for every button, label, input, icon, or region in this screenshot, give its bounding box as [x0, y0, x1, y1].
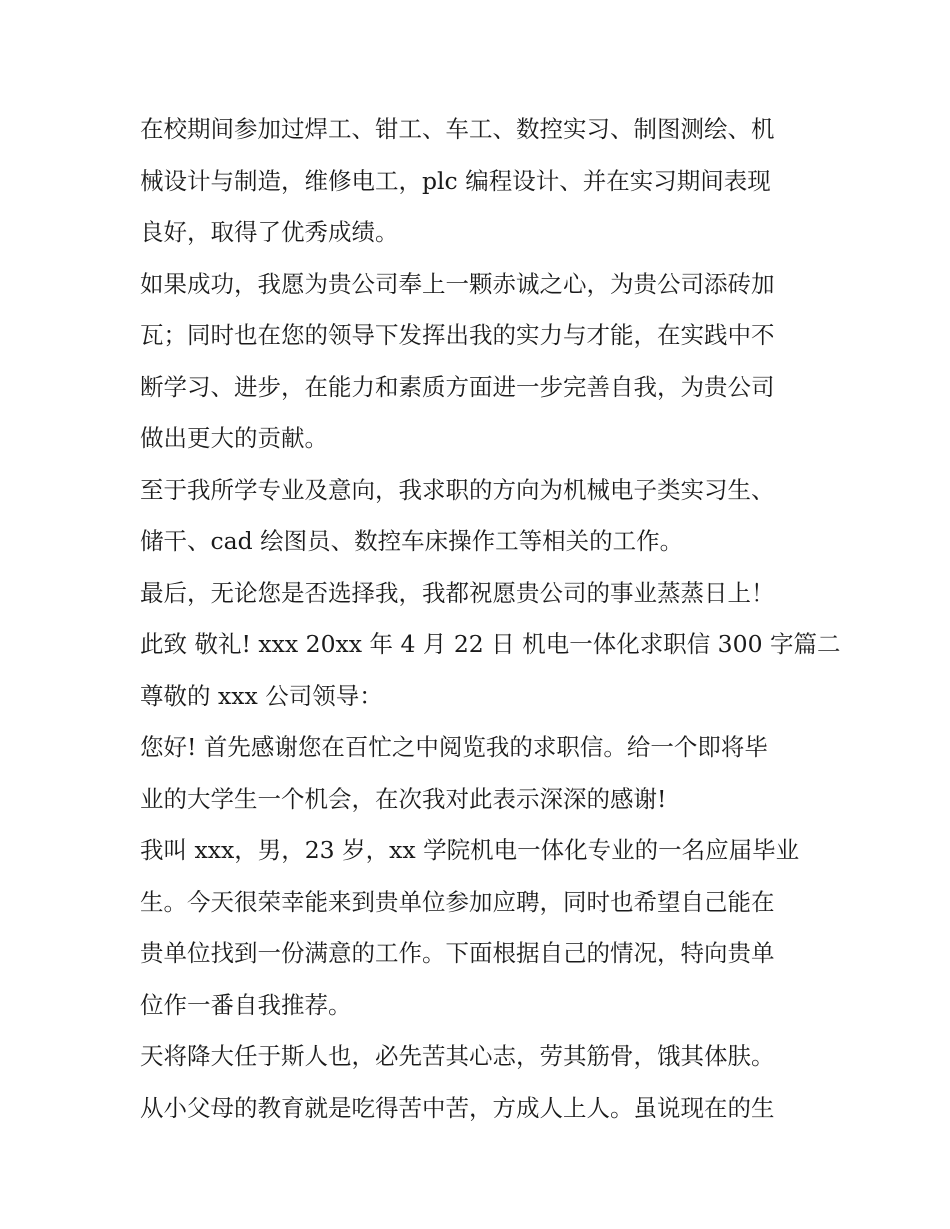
text-line: 储干、cad 绘图员、数控车床操作工等相关的工作。: [140, 527, 684, 555]
text-line: 从小父母的教育就是吃得苦中苦，方成人上人。虽说现在的生: [140, 1093, 775, 1122]
text-line: 位作一番自我推荐。: [140, 990, 352, 1019]
text-line: 贵单位找到一份满意的工作。下面根据自己的情况，特向贵单: [140, 939, 775, 967]
text-line: 我叫 xxx，男，23 岁，xx 学院机电一体化专业的一名应届毕业: [140, 836, 800, 864]
text-line: 做出更大的贡献。: [140, 424, 328, 452]
text-line: 此致 敬礼! xxx 20xx 年 4 月 22 日 机电一体化求职信 300 字篇二: [140, 630, 841, 658]
text-line: 良好，取得了优秀成绩。: [140, 218, 399, 246]
text-line: 生。今天很荣幸能来到贵单位参加应聘，同时也希望自己能在: [140, 887, 775, 916]
text-line: 业的大学生一个机会，在次我对此表示深深的感谢!: [140, 784, 667, 813]
text-line: 如果成功，我愿为贵公司奉上一颗赤诚之心，为贵公司添砖加: [140, 269, 775, 298]
text-line: 在校期间参加过焊工、钳工、车工、数控实习、制图测绘、机: [140, 115, 775, 143]
text-line: 您好! 首先感谢您在百忙之中阅览我的求职信。给一个即将毕: [140, 733, 768, 761]
text-line: 瓦；同时也在您的领导下发挥出我的实力与才能，在实践中不: [140, 321, 775, 349]
document-body: [140, 104, 841, 1134]
text-line: 天将降大任于斯人也，必先苦其心志，劳其筋骨，饿其体肤。: [140, 1042, 775, 1070]
text-line: 械设计与制造，维修电工，plc 编程设计、并在实习期间表现: [140, 166, 771, 195]
text-line: 至于我所学专业及意向，我求职的方向为机械电子类实习生、: [140, 475, 775, 504]
text-line: 尊敬的 xxx 公司领导：: [140, 681, 383, 710]
text-line: 断学习、进步，在能力和素质方面进一步完善自我，为贵公司: [140, 372, 775, 401]
text-line: 最后，无论您是否选择我，我都祝愿贵公司的事业蒸蒸日上！: [140, 578, 775, 607]
